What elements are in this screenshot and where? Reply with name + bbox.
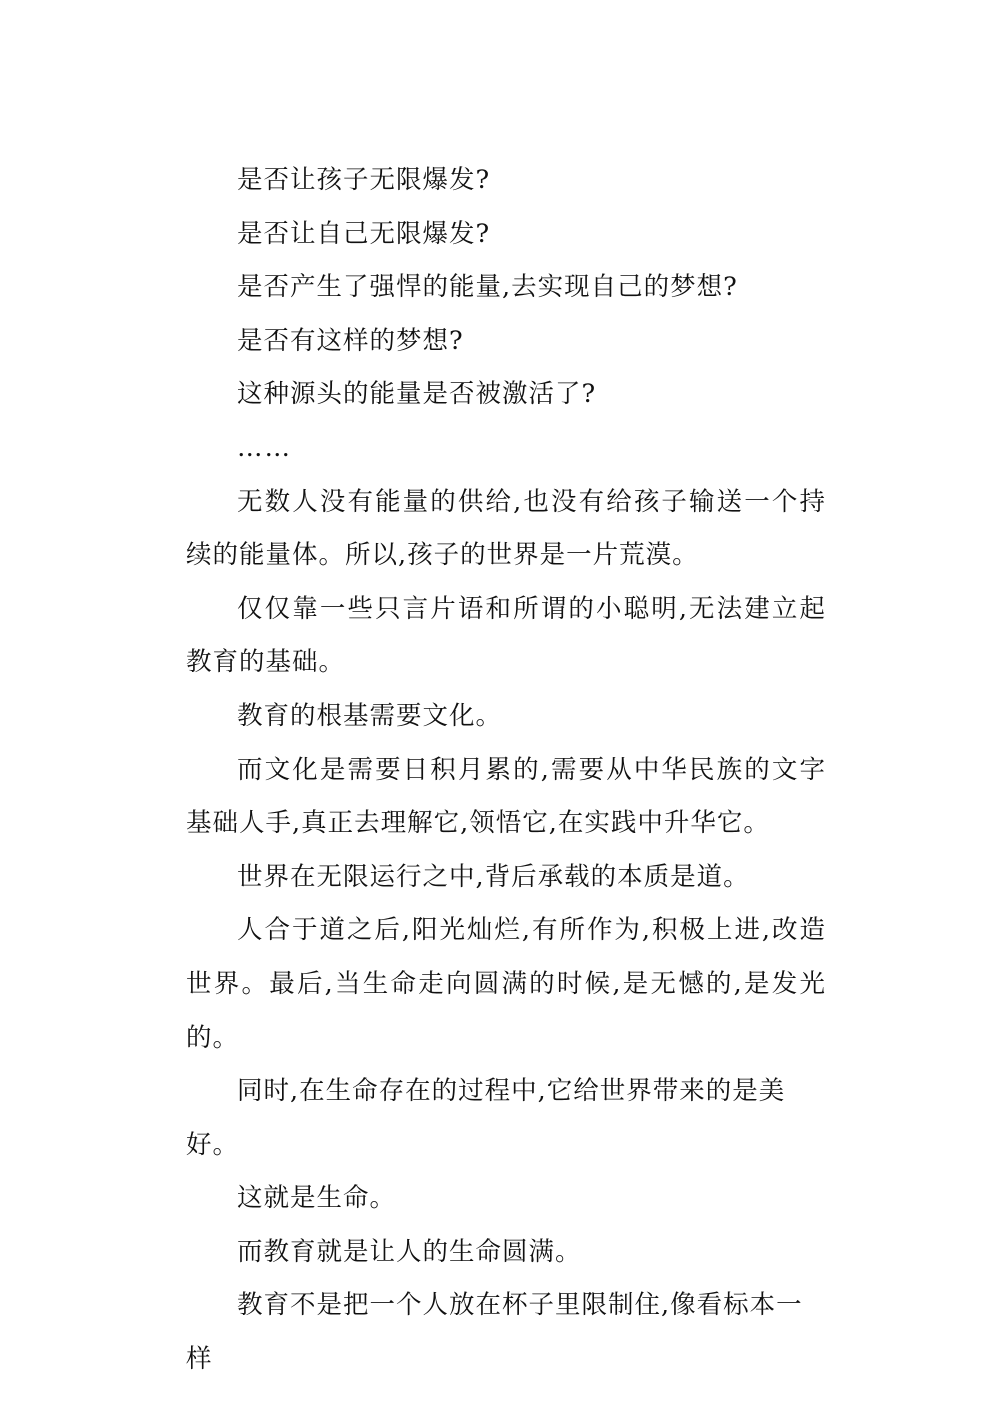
ellipsis-paragraph: …… (237, 432, 292, 463)
paragraph: 教育不是把一个人放在杯子里限制住,像看标本一样 (186, 1290, 803, 1375)
paragraph: 是否产生了强悍的能量,去实现自己的梦想? (237, 272, 738, 303)
paragraph: 是否有这样的梦想? (237, 325, 464, 356)
paragraph: 无数人没有能量的供给,也没有给孩子输送一个持续的能量体。所以,孩子的世界是一片荒漠。 (186, 486, 826, 571)
paragraph: 这就是生命。 (237, 1183, 397, 1214)
paragraph: 人合于道之后,阳光灿烂,有所作为,积极上进,改造世界。最后,当生命走向圆满的时候,是无憾的,是发光的。 (186, 915, 826, 1053)
paragraph: 同时,在生命存在的过程中,它给世界带来的是美好。 (186, 1076, 786, 1160)
paragraph: 这种源头的能量是否被激活了? (237, 379, 597, 410)
paragraph: 而文化是需要日积月累的,需要从中华民族的文字基础人手,真正去理解它,领悟它,在实践中升华它。 (186, 754, 826, 839)
paragraph: 而教育就是让人的生命圆满。 (237, 1236, 582, 1267)
paragraph: 仅仅靠一些只言片语和所谓的小聪明,无法建立起教育的基础。 (186, 593, 826, 678)
paragraph: 是否让自己无限爆发? (237, 218, 491, 249)
body-text (186, 154, 826, 1387)
paragraph: 世界在无限运行之中,背后承载的本质是道。 (237, 861, 750, 892)
paragraph: 是否让孩子无限爆发? (237, 165, 491, 195)
paragraph: 教育的根基需要文化。 (237, 700, 503, 731)
